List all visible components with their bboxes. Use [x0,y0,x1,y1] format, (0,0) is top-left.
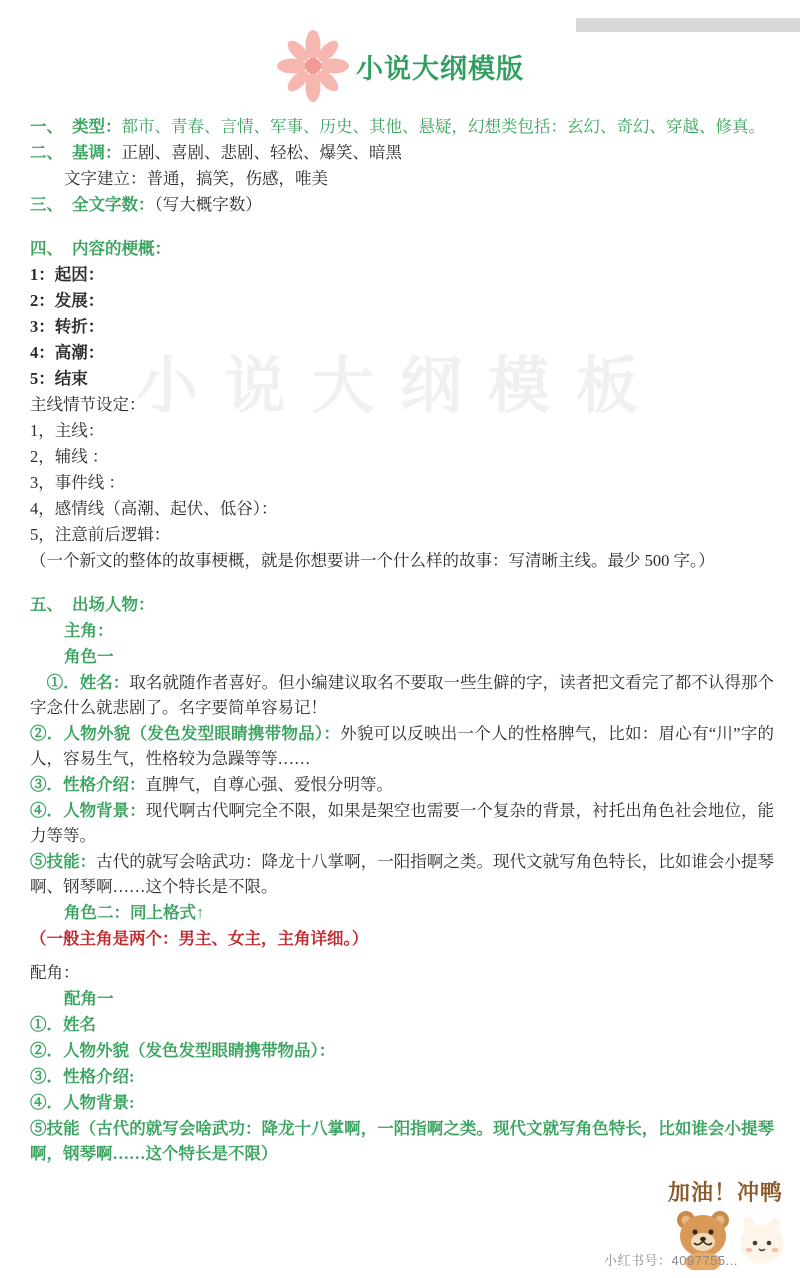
plot-note [30,548,774,573]
supporting-item-2-marker: ②． [30,1041,63,1060]
role-one-item-2-label: 人物外貌（发色发型眼睛携带物品）： [63,724,341,743]
supporting-item-5-marker: ⑤ [30,1119,47,1138]
supporting-item-4-marker: ④． [30,1093,63,1112]
outline-item-4 [30,340,774,365]
section-4-label: 内容的梗概： [72,239,171,258]
flower-icon [276,29,350,103]
outline-item-2-text: 2：发展： [30,291,105,310]
section-2 [30,140,774,165]
plot-item-4 [30,496,774,521]
plot-item-2 [30,444,774,469]
supporting-role-one-text: 配角一 [64,989,114,1008]
plot-item-5 [30,522,774,547]
page-title: 小说大纲模版 [356,53,524,84]
supporting-item-1-marker: ①． [30,1015,63,1034]
outline-item-1-text: 1：起因： [30,265,105,284]
section-2-label: 基调： [72,143,122,162]
spacer [30,952,774,960]
section-3-number: 三、 [30,195,63,214]
section-1-number: 一、 [30,117,63,136]
role-one-item-4 [30,798,774,848]
protagonist-note-text: （一般主角是两个：男主、女主，主角详细。） [30,929,369,948]
role-one-item-3-label: 性格介绍： [63,775,146,794]
supporting-item-1 [30,1012,774,1037]
supporting-heading-text: 配角： [30,963,80,982]
outline-item-3-text: 3：转折： [30,317,105,336]
plot-heading [30,392,774,417]
section-5 [30,592,774,617]
section-4-number: 四、 [30,239,63,258]
spacer [30,218,774,236]
section-1-label: 类型： [72,117,122,136]
cheer-sticker-text: 加油！冲鸭 [668,1180,784,1205]
role-one-item-4-marker: ④． [30,801,64,820]
supporting-item-2-label: 人物外貌（发色发型眼睛携带物品）： [63,1041,336,1060]
role-one-item-2-marker: ②． [30,724,64,743]
section-5-label: 出场人物： [72,595,155,614]
role-one-item-1 [30,670,774,720]
plot-heading-text: 主线情节设定： [30,395,146,414]
role-one-item-1-marker: ①． [46,673,80,692]
supporting-item-1-label: 姓名 [63,1015,96,1034]
outline-item-4-text: 4：高潮： [30,343,105,362]
outline-item-3 [30,314,774,339]
supporting-item-2 [30,1038,774,1063]
plot-item-3 [30,470,774,495]
role-one-item-2 [30,721,774,771]
role-one-item-5-text: 古代的就写会啥武功：降龙十八掌啊，一阳指啊之类。现代文就写角色特长，比如谁会小提琴啊、钢琴啊……这个特长是不限。 [30,852,775,896]
section-2-sub-text: 文字建立：普通，搞笑，伤感，唯美 [64,169,328,188]
section-5-number: 五、 [30,595,63,614]
supporting-item-4-label: 人物背景: [63,1093,135,1112]
role-one-heading [30,644,774,669]
role-two-heading-text: 角色二：同上格式↑ [64,903,205,922]
plot-item-1 [30,418,774,443]
role-one-item-1-text: 取名就随作者喜好。但小编建议取名不要取一些生僻的字，读者把文看完了都不认得那个字念什么就悲剧了。名字要简单容易记！ [30,673,775,717]
supporting-item-3-marker: ③． [30,1067,63,1086]
section-4 [30,236,774,261]
role-one-heading-text: 角色一 [64,647,114,666]
supporting-item-3 [30,1064,774,1089]
role-one-item-3 [30,772,774,797]
plot-note-text: （一个新文的整体的故事梗概，就是你想要讲一个什么样的故事：写清晰主线。最少 500 字。） [30,551,715,570]
plot-item-3-text: 3，事件线 ： [30,473,125,492]
spacer [30,574,774,592]
footer-credit: 小红书号：4097755... [604,1253,738,1268]
protagonist-heading [30,618,774,643]
section-3-text: （写大概字数） [154,195,262,214]
protagonist-heading-text: 主角： [64,621,114,640]
plot-item-2-text: 2，辅线 ： [30,447,109,466]
role-one-item-5-marker: ⑤ [30,852,47,871]
role-one-item-1-label: 姓名： [79,673,130,692]
role-one-item-2-text: 外貌可以反映出一个人的性格脾气，比如：眉心有“川”字的人，容易生气，性格较为急躁等等…… [30,724,775,768]
outline-item-5 [30,366,774,391]
supporting-role-one-heading [30,986,774,1011]
bun-sticker-icon [736,1214,788,1270]
section-3 [30,192,774,217]
plot-item-1-text: 1，主线： [30,421,105,440]
supporting-item-4 [30,1090,774,1115]
protagonist-note [30,926,774,951]
supporting-heading [30,960,774,985]
section-1 [30,114,774,139]
section-2-number: 二、 [30,143,63,162]
section-3-label: 全文字数： [72,195,155,214]
document-page [0,18,800,1278]
outline-item-1 [30,262,774,287]
outline-item-5-text: 5：结束 [30,369,88,388]
role-one-item-4-label: 人物背景： [63,801,146,820]
supporting-item-5-label: 技能（古代的就写会啥武功：降龙十八掌啊，一阳指啊之类。现代文就写角色特长，比如谁会小提琴啊，钢琴啊……这个特长是不限） [30,1119,775,1163]
title-row [0,18,800,114]
watermark: 小说大纲模板 [135,352,664,421]
section-2-text: 正剧、喜剧、悲剧、轻松、爆笑、暗黑 [121,143,402,162]
plot-item-5-text: 5，注意前后逻辑： [30,525,171,544]
outline-item-2 [30,288,774,313]
role-two-heading [30,900,774,925]
supporting-item-5 [30,1116,774,1166]
section-2-sub [30,166,774,191]
role-one-item-5-label: 技能： [46,852,97,871]
role-one-item-4-text: 现代啊古代啊完全不限，如果是架空也需要一个复杂的背景，衬托出角色社会地位，能力等等。 [30,801,775,845]
document-content [0,114,800,1166]
supporting-item-3-label: 性格介绍: [63,1067,135,1086]
plot-item-4-text: 4，感情线（高潮、起伏、低谷）： [30,499,278,518]
role-one-item-5 [30,849,774,899]
section-1-text: 都市、青春、言情、军事、历史、其他、悬疑，幻想类包括：玄幻、奇幻、穿越、修真。 [121,117,765,136]
role-one-item-3-text: 直脾气，自尊心强、爱恨分明等。 [145,775,393,794]
role-one-item-3-marker: ③． [30,775,63,794]
